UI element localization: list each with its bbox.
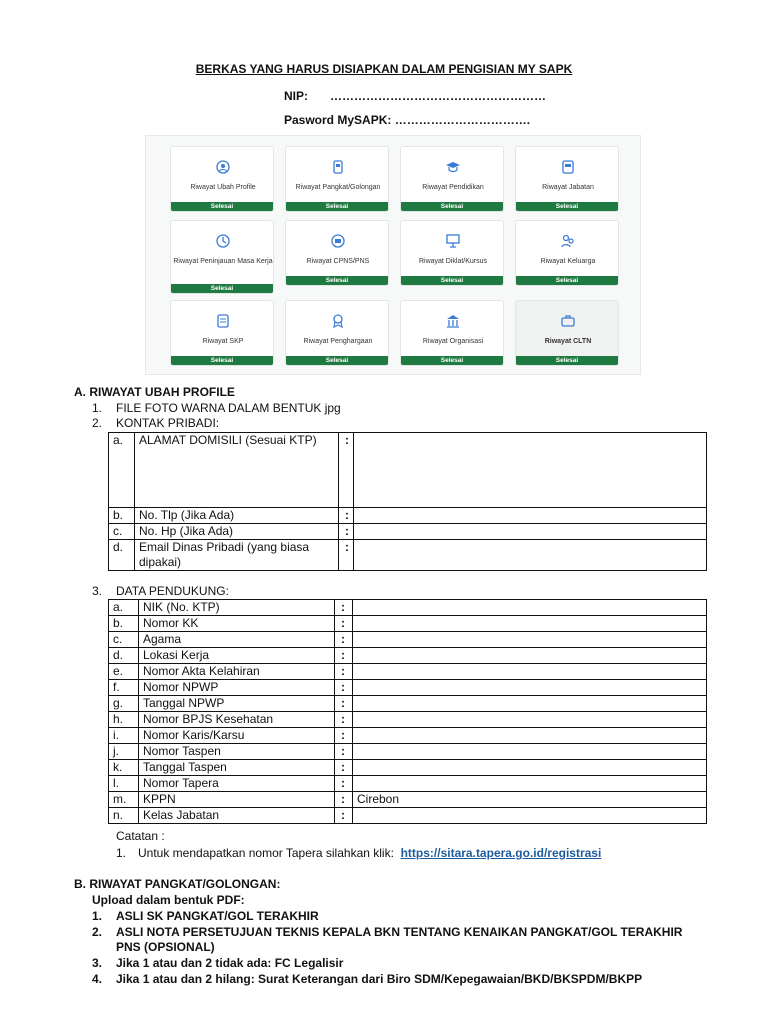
password-line: Pasword MySAPK: ……………………………. (284, 113, 531, 127)
briefcase-icon (560, 159, 576, 175)
row-colon: : (335, 680, 353, 696)
row-letter: a. (109, 600, 139, 616)
list-number: 2. (92, 416, 103, 430)
card-label: Riwayat Ubah Profile (190, 184, 256, 191)
row-value[interactable] (353, 616, 707, 632)
row-colon: : (335, 760, 353, 776)
row-value[interactable] (353, 776, 707, 792)
row-colon: : (339, 540, 354, 571)
table-row (109, 524, 707, 540)
status-button[interactable]: Selesai (171, 202, 273, 211)
status-button[interactable]: Selesai (171, 284, 273, 293)
table-row (109, 712, 707, 728)
table-row (109, 728, 707, 744)
row-colon: : (335, 632, 353, 648)
row-value[interactable] (353, 744, 707, 760)
card-riwayat-cpns (285, 220, 389, 286)
row-value[interactable]: Cirebon (353, 792, 707, 808)
row-value[interactable] (354, 540, 707, 571)
card-label: Riwayat Pendidikan (422, 184, 484, 191)
table-row (109, 760, 707, 776)
status-button[interactable]: Selesai (401, 202, 503, 211)
table-row (109, 508, 707, 524)
table-row (109, 616, 707, 632)
row-letter: c. (109, 524, 135, 540)
row-value[interactable] (353, 760, 707, 776)
row-colon: : (335, 616, 353, 632)
row-letter: f. (109, 680, 139, 696)
mysapk-screenshot (145, 135, 641, 375)
row-letter: c. (109, 632, 139, 648)
row-letter: k. (109, 760, 139, 776)
card-label: Riwayat Organisasi (422, 338, 484, 345)
row-colon: : (339, 524, 354, 540)
card-riwayat-keluarga (515, 220, 619, 286)
table-row (109, 776, 707, 792)
card-label: Riwayat Pangkat/Golongan (295, 184, 381, 191)
table-row (109, 600, 707, 616)
list-number: 4. (92, 972, 103, 986)
table-row (109, 792, 707, 808)
table-row (109, 744, 707, 760)
card-riwayat-organisasi (400, 300, 504, 366)
card-label: Riwayat Peninjauan Masa Kerja (173, 258, 273, 265)
row-letter: l. (109, 776, 139, 792)
card-label: Riwayat Keluarga (540, 258, 596, 265)
row-colon: : (335, 728, 353, 744)
document-icon (215, 313, 231, 329)
list-number: 1. (92, 909, 103, 923)
row-label: Nomor Karis/Karsu (139, 728, 335, 744)
row-letter: n. (109, 808, 139, 824)
section-b-item: ASLI SK PANGKAT/GOL TERAKHIR (116, 909, 319, 923)
card-riwayat-ubah-profile (170, 146, 274, 212)
row-value[interactable] (353, 728, 707, 744)
status-button[interactable]: Selesai (171, 356, 273, 365)
row-label: Lokasi Kerja (139, 648, 335, 664)
row-letter: a. (109, 433, 135, 508)
row-label: Tanggal Taspen (139, 760, 335, 776)
card-riwayat-peninjauan (170, 220, 274, 294)
status-button[interactable]: Selesai (401, 276, 503, 285)
list-number: 1. (116, 846, 127, 860)
row-letter: d. (109, 648, 139, 664)
graduation-cap-icon (445, 159, 461, 175)
row-value[interactable] (353, 712, 707, 728)
kontak-pribadi-table (108, 432, 707, 571)
section-b-item: Jika 1 atau dan 2 hilang: Surat Keterangan dari Biro SDM/Kepegawaian/BKD/BKSPDM/BKPP (116, 972, 643, 986)
organization-icon (445, 313, 461, 329)
row-label: KPPN (139, 792, 335, 808)
card-label: Riwayat CPNS/PNS (306, 258, 370, 265)
row-value[interactable] (353, 664, 707, 680)
section-a-heading: A. RIWAYAT UBAH PROFILE (74, 385, 235, 399)
row-value[interactable] (353, 600, 707, 616)
row-label: Kelas Jabatan (139, 808, 335, 824)
row-letter: e. (109, 664, 139, 680)
row-letter: h. (109, 712, 139, 728)
catatan-label: Catatan : (116, 829, 165, 843)
section-a-item-3: DATA PENDUKUNG: (116, 584, 229, 598)
data-pendukung-table (108, 599, 707, 824)
row-letter: b. (109, 616, 139, 632)
section-b-heading: B. RIWAYAT PANGKAT/GOLONGAN: (74, 877, 281, 891)
section-b-subheading: Upload dalam bentuk PDF: (92, 893, 245, 907)
row-label: Nomor Tapera (139, 776, 335, 792)
row-label: Nomor Taspen (139, 744, 335, 760)
card-label: Riwayat SKP (202, 338, 244, 345)
tapera-link[interactable]: https://sitara.tapera.go.id/registrasi (400, 846, 602, 860)
row-value[interactable] (354, 433, 707, 508)
status-button[interactable]: Selesai (401, 356, 503, 365)
presentation-icon (445, 233, 461, 249)
catatan-text (138, 846, 601, 860)
table-row (109, 632, 707, 648)
nip-line (284, 89, 546, 103)
table-row (109, 696, 707, 712)
card-riwayat-jabatan (515, 146, 619, 212)
badge-icon (330, 159, 346, 175)
row-label: No. Hp (Jika Ada) (135, 524, 339, 540)
status-button[interactable]: Selesai (286, 276, 388, 285)
row-colon: : (339, 433, 354, 508)
card-riwayat-pangkat (285, 146, 389, 212)
status-button[interactable]: Selesai (516, 356, 618, 365)
profile-icon (215, 159, 231, 175)
list-number: 3. (92, 584, 103, 598)
row-value[interactable] (353, 696, 707, 712)
row-colon: : (335, 696, 353, 712)
row-label: Nomor KK (139, 616, 335, 632)
family-icon (560, 233, 576, 249)
row-letter: m. (109, 792, 139, 808)
card-label: Riwayat Jabatan (542, 184, 594, 191)
table-row (109, 808, 707, 824)
row-colon: : (335, 664, 353, 680)
row-letter: d. (109, 540, 135, 571)
list-number: 3. (92, 956, 103, 970)
row-letter: g. (109, 696, 139, 712)
row-colon: : (335, 776, 353, 792)
row-label: Nomor Akta Kelahiran (139, 664, 335, 680)
row-letter: b. (109, 508, 135, 524)
row-colon: : (339, 508, 354, 524)
list-number: 2. (92, 925, 103, 939)
medal-icon (330, 313, 346, 329)
card-label: Riwayat Penghargaan (303, 338, 373, 345)
table-row (109, 433, 707, 508)
status-button[interactable]: Selesai (286, 202, 388, 211)
row-value[interactable] (353, 808, 707, 824)
row-colon: : (335, 648, 353, 664)
nip-label: NIP: (284, 89, 308, 103)
row-label: ALAMAT DOMISILI (Sesuai KTP) (135, 433, 339, 508)
section-b-item: Jika 1 atau dan 2 tidak ada: FC Legalisir (116, 956, 344, 970)
row-value[interactable] (353, 648, 707, 664)
table-row (109, 648, 707, 664)
id-card-icon (330, 233, 346, 249)
row-letter: i. (109, 728, 139, 744)
row-colon: : (335, 808, 353, 824)
row-label: Email Dinas Pribadi (yang biasa dipakai) (135, 540, 339, 571)
card-riwayat-penghargaan (285, 300, 389, 366)
document-title: BERKAS YANG HARUS DISIAPKAN DALAM PENGISIAN MY SAPK (195, 62, 573, 76)
list-number: 1. (92, 401, 103, 415)
card-riwayat-diklat (400, 220, 504, 286)
card-riwayat-pendidikan (400, 146, 504, 212)
section-a-item-1: FILE FOTO WARNA DALAM BENTUK jpg (116, 401, 341, 415)
row-colon: : (335, 792, 353, 808)
row-label: NIK (No. KTP) (139, 600, 335, 616)
row-colon: : (335, 744, 353, 760)
section-a-item-2: KONTAK PRIBADI: (116, 416, 220, 430)
catatan-sentence: Untuk mendapatkan nomor Tapera silahkan klik: (138, 846, 394, 860)
row-label: Nomor NPWP (139, 680, 335, 696)
section-b-item: ASLI NOTA PERSETUJUAN TEKNIS KEPALA BKN TENTANG KENAIKAN PANGKAT/GOL TERAKHIR PNS (OPSIONAL) (116, 925, 683, 954)
table-row (109, 540, 707, 571)
card-label: Riwayat Diklat/Kursus (418, 258, 488, 265)
status-button[interactable]: Selesai (286, 356, 388, 365)
row-label: Nomor BPJS Kesehatan (139, 712, 335, 728)
table-row (109, 680, 707, 696)
clock-icon (215, 233, 231, 249)
row-label: No. Tlp (Jika Ada) (135, 508, 339, 524)
suitcase-icon (560, 313, 576, 329)
row-colon: : (335, 600, 353, 616)
card-riwayat-cltn (515, 300, 619, 366)
row-value[interactable] (353, 632, 707, 648)
row-value[interactable] (354, 508, 707, 524)
status-button[interactable]: Selesai (516, 202, 618, 211)
card-riwayat-skp (170, 300, 274, 366)
row-label: Agama (139, 632, 335, 648)
nip-dots: ……………………………………………… (330, 89, 546, 103)
table-row (109, 664, 707, 680)
row-value[interactable] (354, 524, 707, 540)
row-letter: j. (109, 744, 139, 760)
row-value[interactable] (353, 680, 707, 696)
row-colon: : (335, 712, 353, 728)
status-button[interactable]: Selesai (516, 276, 618, 285)
row-label: Tanggal NPWP (139, 696, 335, 712)
card-label: Riwayat CLTN (544, 338, 592, 345)
